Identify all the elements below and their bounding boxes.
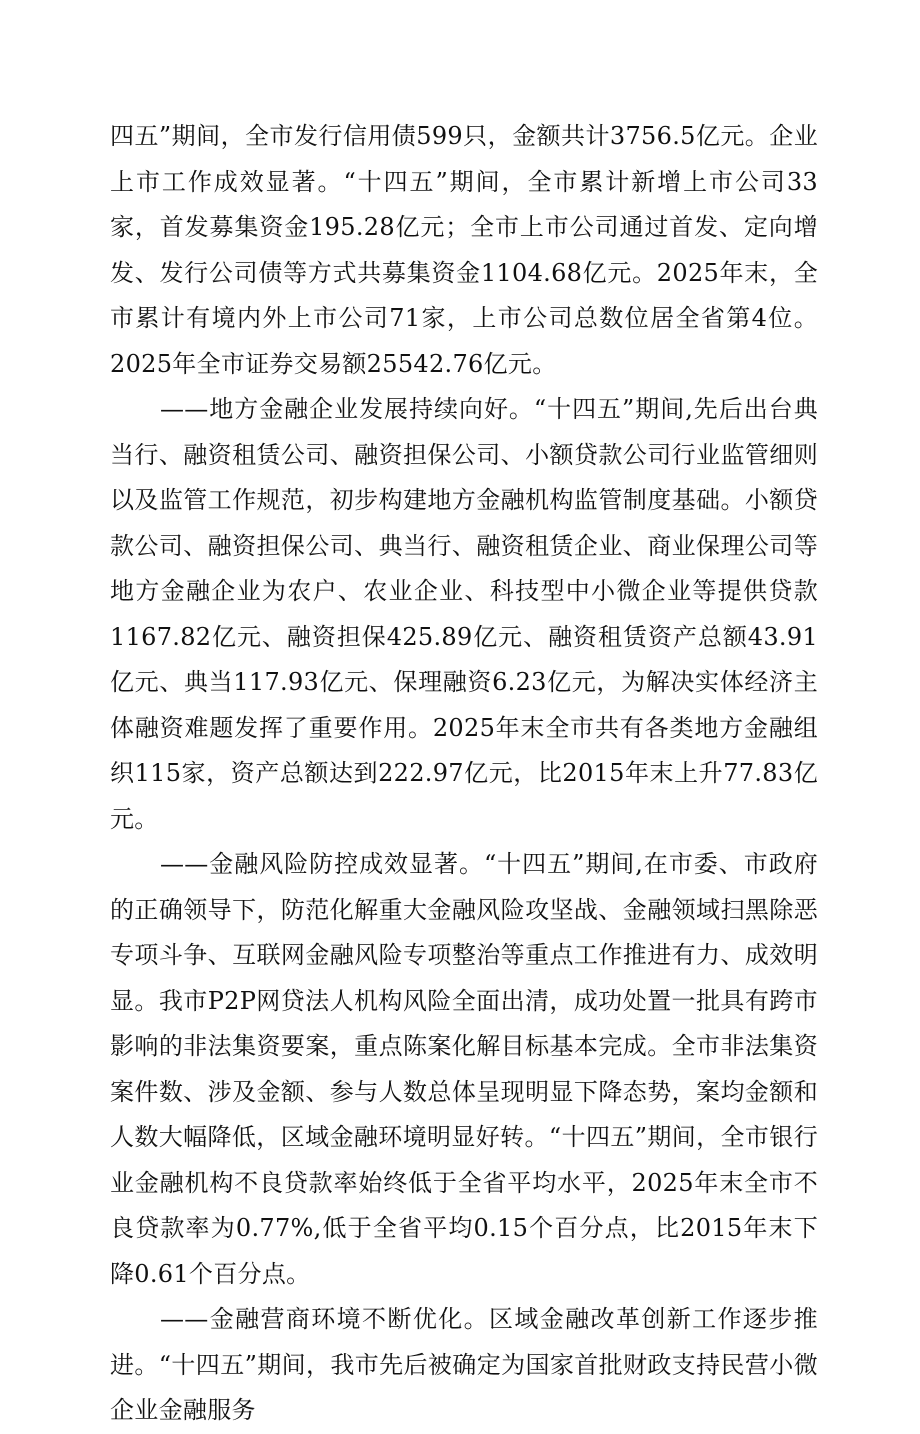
- paragraph-bond-listing: 四五”期间，全市发行信用债599只，金额共计3756.5亿元。企业上市工作成效显著。“十四五”期间，全市累计新增上市公司33家，首发募集资金195.28亿元；全市上市公司通过首发、定向增发、发行公司债等方式共募集资金1104.68亿元。2025年末，全市累计有境内外上市公司71家，上市公司总数位居全省第4位。2025年全市证券交易额25542.76亿元。: [110, 122, 818, 378]
- paragraph-business-environment: ——金融营商环境不断优化。区域金融改革创新工作逐步推进。“十四五”期间，我市先后被确定为国家首批财政支持民营小微企业金融服务: [110, 1305, 818, 1424]
- paragraph-local-finance: ——地方金融企业发展持续向好。“十四五”期间,先后出台典当行、融资租赁公司、融资担保公司、小额贷款公司行业监管细则以及监管工作规范，初步构建地方金融机构监管制度基础。小额贷款公司、融资担保公司、典当行、融资租赁企业、商业保理公司等地方金融企业为农户、农业企业、科技型中小微企业等提供贷款1167.82亿元、融资担保425.89亿元、融资租赁资产总额43.91亿元、典当117.93亿元、保理融资6.23亿元，为解决实体经济主体融资难题发挥了重要作用。2025年末全市共有各类地方金融组织115家，资产总额达到222.97亿元，比2015年末上升77.83亿元。: [110, 395, 818, 833]
- paragraph-risk-control: ——金融风险防控成效显著。“十四五”期间,在市委、市政府的正确领导下，防范化解重大金融风险攻坚战、金融领域扫黑除恶专项斗争、互联网金融风险专项整治等重点工作推进有力、成效明显。我市P2P网贷法人机构风险全面出清，成功处置一批具有跨市影响的非法集资要案，重点陈案化解目标基本完成。全市非法集资案件数、涉及金额、参与人数总体呈现明显下降态势，案均金额和人数大幅降低，区域金融环境明显好转。“十四五”期间，全市银行业金融机构不良贷款率始终低于全省平均水平，2025年末全市不良贷款率为0.77%,低于全省平均0.15个百分点，比2015年末下降0.61个百分点。: [110, 850, 818, 1288]
- document-body: [110, 114, 818, 1434]
